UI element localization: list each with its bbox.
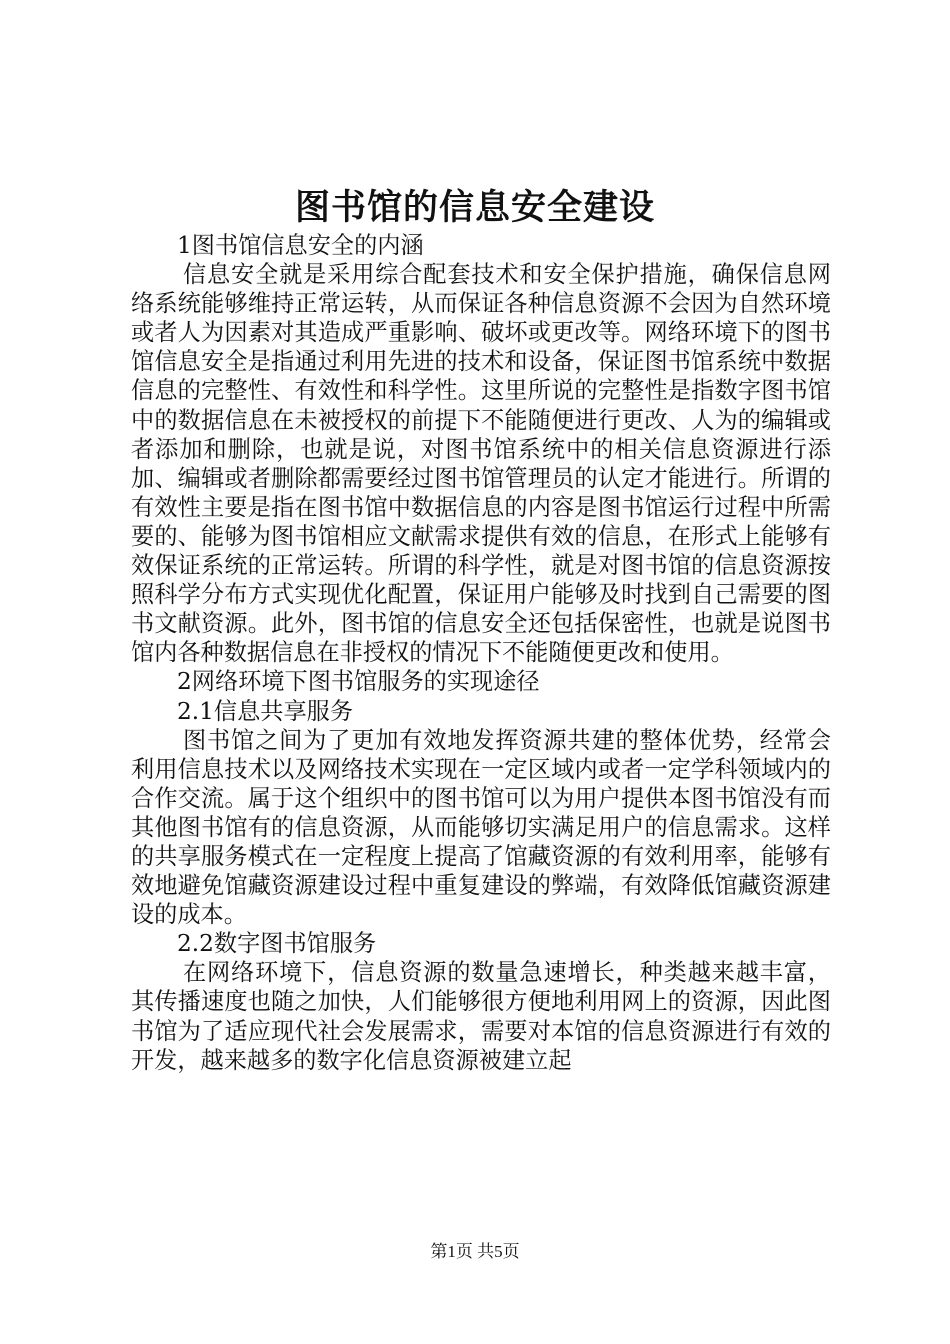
paragraph-2-1: 图书馆之间为了更加有效地发挥资源共建的整体优势，经常会利用信息技术以及网络技术实现在一定区域内或者一定学科领域内的合作交流。属于这个组织中的图书馆可以为用户提供本图书馆没有而其他图书馆有的信息资源，从而能够切实满足用户的信息需求。这样的共享服务模式在一定程度上提高了馆藏资源的有效利用率，能够有效地避免馆藏资源建设过程中重复建设的弊端，有效降低馆藏资源建设的成本。 (131, 726, 831, 929)
section-heading-1: 1图书馆信息安全的内涵 (177, 232, 424, 259)
subsection-heading-2-1: 2.1信息共享服务 (177, 697, 354, 725)
subsection-heading-2-2: 2.2数字图书馆服务 (177, 930, 377, 958)
paragraph-2-2: 在网络环境下，信息资源的数量急速增长，种类越来越丰富，其传播速度也随之加快，人们能够很方便地利用网上的资源，因此图书馆为了适应现代社会发展需求，需要对本馆的信息资源进行有效的开发，越来越多的数字化信息资源被建立起 (131, 959, 831, 1074)
section-heading-2: 2网络环境下图书馆服务的实现途径 (177, 668, 540, 696)
document-body (131, 231, 831, 1075)
document-title: 图书馆的信息安全建设 (294, 187, 655, 228)
paragraph-1: 信息安全就是采用综合配套技术和安全保护措施，确保信息网络系统能够维持正常运转，从而保证各种信息资源不会因为自然环境或者人为因素对其造成严重影响、破坏或更改等。网络环境下的图书馆信息安全是指通过利用先进的技术和设备，保证图书馆系统中数据信息的完整性、有效性和科学性。这里所说的完整性是指数字图书馆中的数据信息在未被授权的前提下不能随便进行更改、人为的编辑或者添加和删除，也就是说，对图书馆系统中的相关信息资源进行添加、编辑或者删除都需要经过图书馆管理员的认定才能进行。所谓的有效性主要是指在图书馆中数据信息的内容是图书馆运行过程中所需要的、能够为图书馆相应文献需求提供有效的信息，在形式上能够有效保证系统的正常运转。所谓的科学性，就是对图书馆的信息资源按照科学分布方式实现优化配置，保证用户能够及时找到自己需要的图书文献资源。此外，图书馆的信息安全还包括保密性，也就是说图书馆内各种数据信息在非授权的情况下不能随便更改和使用。 (131, 261, 831, 667)
page-footer: 第1页 共5页 (430, 1242, 520, 1261)
